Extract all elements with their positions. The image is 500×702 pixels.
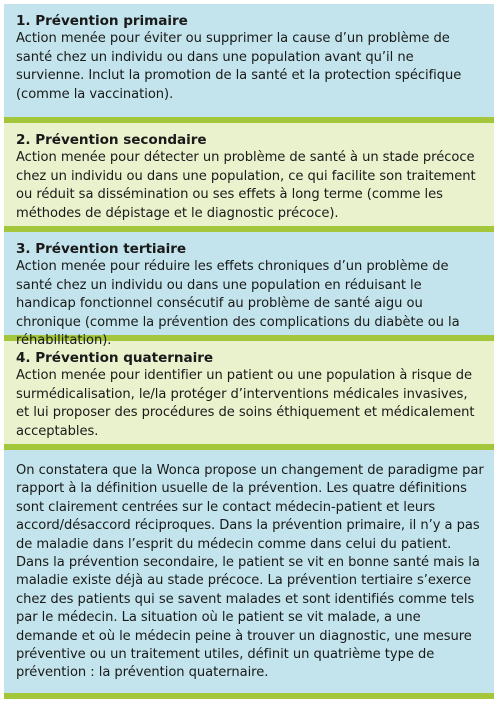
section-divider [4, 693, 494, 699]
quaternary-prevention-box [4, 341, 494, 444]
tertiary-prevention-box [4, 232, 494, 349]
section-text: Action menée pour réduire les effets chroniques d’un problème de santé chez un individu ou dans une population en réduisant le handicap fonctionnel consécutif au problème de santé aigu ou chronique (comme la prévention des complications du diabète ou la réhabilitation). [16, 259, 460, 349]
prevention-definitions-frame [4, 4, 494, 699]
commentary-box [4, 450, 494, 693]
section-heading: 3. Prévention tertiaire [16, 241, 187, 257]
section-text: Action menée pour éviter ou supprimer la cause d’un problème de santé chez un individu ou dans une population avant qu’il ne survienne. Inclut la promotion de la santé et la protection spécifique (comme la vaccination). [16, 31, 462, 102]
section-heading: 4. Prévention quaternaire [16, 350, 214, 366]
primary-prevention-box [4, 4, 494, 117]
section-text: Action menée pour identifier un patient ou une population à risque de surmédicalisation, le/la protéger d’interventions médicales invasives, et lui proposer des procédures de soins éthiquement et médicalement acceptables. [16, 368, 475, 439]
commentary-text: On constatera que la Wonca propose un changement de paradigme par rapport à la définition usuelle de la prévention. Les quatre définitions sont clairement centrées sur le contact médecin-patient et leurs accord/désaccord réciproques. Dans la prévention primaire, il n’y a pas de maladie dans l’esprit du médecin comme dans celui du patient. Dans la prévention secondaire, le patient se vit en bonne santé mais la maladie existe déjà au stade précoce. La prévention tertiaire s’exerce chez des patients qui se savent malades et sont identifiés comme tels par le médecin. La situation où le patient se vit malade, a une demande et où le médecin peine à trouver un diagnostic, une mesure préventive ou un traitement utiles, définit un quatrième type de prévention : la prévention quaternaire. [16, 463, 484, 681]
section-heading: 1. Prévention primaire [16, 13, 188, 29]
secondary-prevention-box [4, 123, 494, 226]
section-text: Action menée pour détecter un problème de santé à un stade précoce chez un individu ou dans une population, ce qui facilite son traitement ou réduit sa dissémination ou ses effets à long terme (comme les méthodes de dépistage et le diagnostic précoce). [16, 150, 476, 221]
section-heading: 2. Prévention secondaire [16, 132, 207, 148]
